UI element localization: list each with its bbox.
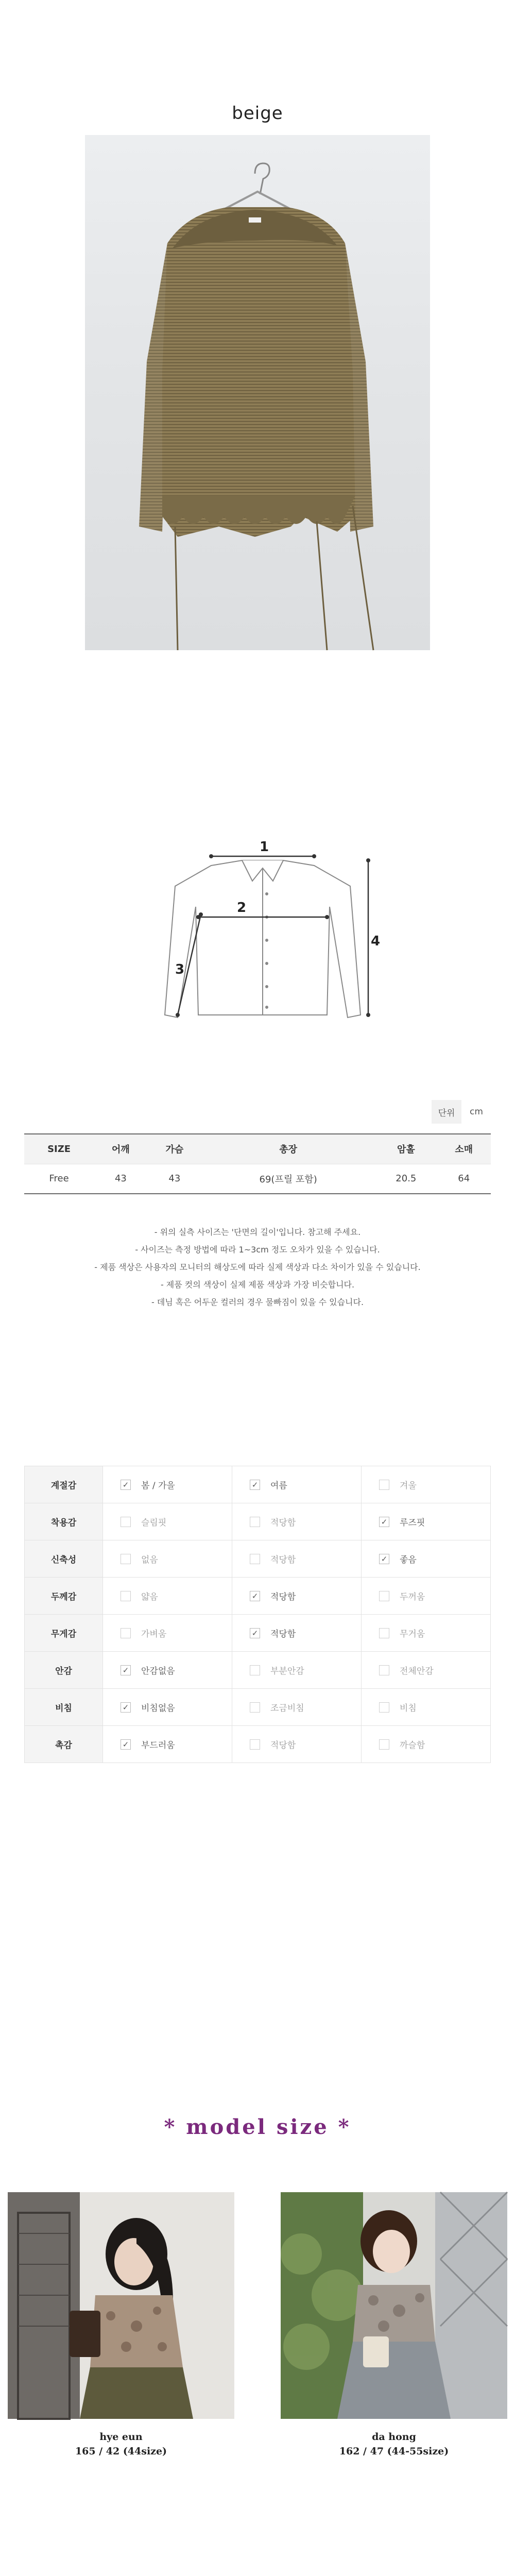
property-option[interactable] bbox=[232, 1503, 362, 1540]
property-label: 착용감 bbox=[25, 1503, 103, 1540]
property-label: 무게감 bbox=[25, 1615, 103, 1652]
empty-checkbox-icon[interactable] bbox=[121, 1554, 131, 1564]
size-notes bbox=[0, 1224, 515, 1311]
property-option-label: 비침 bbox=[400, 1703, 417, 1714]
model-photo-illustration bbox=[8, 2192, 234, 2419]
diagram-label-2: 2 bbox=[237, 900, 247, 916]
header-size: SIZE bbox=[47, 1143, 71, 1155]
cell-chest: 43 bbox=[168, 1173, 181, 1184]
property-row bbox=[25, 1578, 491, 1615]
property-option[interactable] bbox=[232, 1652, 362, 1689]
garment-illustration bbox=[85, 135, 430, 650]
property-option-label: 얇음 bbox=[141, 1592, 158, 1602]
property-option-label: 좋음 bbox=[400, 1555, 417, 1565]
property-option-label: 적당함 bbox=[270, 1555, 296, 1565]
checked-checkbox-icon[interactable]: ✓ bbox=[250, 1480, 260, 1490]
property-option-inner bbox=[379, 1552, 490, 1565]
fabric-properties-table bbox=[24, 1466, 491, 1763]
empty-checkbox-icon[interactable] bbox=[250, 1665, 260, 1675]
empty-checkbox-icon[interactable] bbox=[379, 1702, 389, 1713]
property-row bbox=[25, 1540, 491, 1578]
measurement-diagram bbox=[149, 839, 381, 1041]
model-name: da hong bbox=[372, 2431, 416, 2443]
table-row bbox=[24, 1164, 491, 1194]
model-size-title: * model size * bbox=[164, 2115, 351, 2139]
empty-checkbox-icon[interactable] bbox=[121, 1517, 131, 1527]
property-option-inner bbox=[121, 1701, 232, 1714]
model-card bbox=[281, 2192, 507, 2457]
property-option-label: 까슬함 bbox=[400, 1740, 425, 1751]
property-label: 비침 bbox=[25, 1689, 103, 1726]
checked-checkbox-icon[interactable]: ✓ bbox=[121, 1702, 131, 1713]
checked-checkbox-icon[interactable]: ✓ bbox=[121, 1480, 131, 1490]
property-option[interactable] bbox=[362, 1578, 491, 1615]
unit-toggle[interactable] bbox=[432, 1100, 491, 1124]
model-card bbox=[8, 2192, 234, 2457]
property-option-inner bbox=[250, 1701, 361, 1714]
note-line: - 제품 컷의 색상이 실제 제품 색상과 가장 비슷합니다. bbox=[160, 1280, 355, 1290]
checked-checkbox-icon[interactable]: ✓ bbox=[379, 1517, 389, 1527]
header-sleeve: 소매 bbox=[455, 1144, 473, 1156]
property-option[interactable] bbox=[362, 1540, 491, 1578]
model-photo-illustration bbox=[281, 2192, 507, 2419]
header-chest: 가슴 bbox=[165, 1144, 184, 1156]
property-option-inner bbox=[121, 1664, 232, 1676]
property-option-label: 적당함 bbox=[270, 1629, 296, 1639]
size-table bbox=[24, 1133, 491, 1194]
property-option-inner bbox=[379, 1738, 490, 1751]
cell-size: Free bbox=[49, 1173, 69, 1184]
property-option-inner bbox=[379, 1589, 490, 1602]
property-option-label: 조금비침 bbox=[270, 1703, 304, 1714]
header-shoulder: 어깨 bbox=[112, 1144, 130, 1156]
checked-checkbox-icon[interactable]: ✓ bbox=[121, 1739, 131, 1750]
property-option[interactable] bbox=[103, 1615, 232, 1652]
empty-checkbox-icon[interactable] bbox=[121, 1628, 131, 1638]
model-photo bbox=[8, 2192, 234, 2419]
property-option-label: 봄 / 가을 bbox=[141, 1481, 175, 1491]
header-length: 총장 bbox=[279, 1144, 298, 1156]
property-option[interactable] bbox=[362, 1503, 491, 1540]
empty-checkbox-icon[interactable] bbox=[250, 1554, 260, 1564]
property-label: 계절감 bbox=[25, 1466, 103, 1503]
property-option[interactable] bbox=[232, 1578, 362, 1615]
property-row bbox=[25, 1726, 491, 1763]
model-size: 165 / 42 (44size) bbox=[75, 2446, 167, 2457]
property-option-label: 겨울 bbox=[400, 1481, 417, 1491]
property-option-label: 없음 bbox=[141, 1555, 158, 1565]
property-option[interactable] bbox=[103, 1466, 232, 1503]
empty-checkbox-icon[interactable] bbox=[121, 1591, 131, 1601]
property-option-inner bbox=[379, 1701, 490, 1714]
checked-checkbox-icon[interactable]: ✓ bbox=[250, 1591, 260, 1601]
property-label: 신축성 bbox=[25, 1540, 103, 1578]
property-option-label: 적당함 bbox=[270, 1592, 296, 1602]
property-option[interactable] bbox=[362, 1726, 491, 1763]
property-option-inner bbox=[121, 1478, 232, 1491]
note-line: - 사이즈는 측정 방법에 따라 1~3cm 정도 오차가 있을 수 있습니다. bbox=[135, 1245, 380, 1255]
model-name: hye eun bbox=[99, 2431, 143, 2443]
property-option-label: 두꺼움 bbox=[400, 1592, 425, 1602]
property-option-label: 부드러움 bbox=[141, 1740, 175, 1751]
property-option[interactable] bbox=[362, 1466, 491, 1503]
property-option-inner bbox=[250, 1515, 361, 1528]
property-option-inner bbox=[121, 1515, 232, 1528]
property-row bbox=[25, 1503, 491, 1540]
property-option[interactable] bbox=[103, 1503, 232, 1540]
property-row bbox=[25, 1652, 491, 1689]
property-option-label: 루즈핏 bbox=[400, 1518, 425, 1528]
property-option-inner bbox=[250, 1738, 361, 1751]
property-option-label: 비침없음 bbox=[141, 1703, 175, 1714]
empty-checkbox-icon[interactable] bbox=[250, 1702, 260, 1713]
property-option[interactable] bbox=[232, 1466, 362, 1503]
property-row bbox=[25, 1466, 491, 1503]
property-option-label: 가벼움 bbox=[141, 1629, 167, 1639]
property-option[interactable] bbox=[232, 1689, 362, 1726]
property-option[interactable] bbox=[362, 1652, 491, 1689]
cell-armhole: 20.5 bbox=[396, 1173, 417, 1184]
property-option-label: 적당함 bbox=[270, 1740, 296, 1751]
property-option[interactable] bbox=[232, 1726, 362, 1763]
diagram-label-1: 1 bbox=[260, 839, 269, 855]
property-option[interactable] bbox=[103, 1578, 232, 1615]
note-line: - 데님 혹은 어두운 컬러의 경우 물빠짐이 있을 수 있습니다. bbox=[151, 1297, 364, 1307]
property-label: 두께감 bbox=[25, 1578, 103, 1615]
property-option-label: 여름 bbox=[270, 1481, 287, 1491]
property-option[interactable] bbox=[362, 1615, 491, 1652]
cell-sleeve: 64 bbox=[458, 1173, 470, 1184]
property-option-label: 안감없음 bbox=[141, 1666, 175, 1676]
model-photo bbox=[281, 2192, 507, 2419]
property-option[interactable] bbox=[103, 1689, 232, 1726]
property-option-label: 부분안감 bbox=[270, 1666, 304, 1676]
size-table-header bbox=[24, 1134, 491, 1164]
property-option-inner bbox=[379, 1478, 490, 1491]
property-option-inner bbox=[250, 1589, 361, 1602]
property-row bbox=[25, 1689, 491, 1726]
property-option-label: 무거움 bbox=[400, 1629, 425, 1639]
empty-checkbox-icon[interactable] bbox=[379, 1480, 389, 1490]
property-option[interactable] bbox=[232, 1615, 362, 1652]
property-option-inner bbox=[121, 1552, 232, 1565]
property-option-inner bbox=[379, 1664, 490, 1676]
diagram-label-3: 3 bbox=[175, 962, 185, 977]
unit-cm-button[interactable]: cm bbox=[470, 1107, 483, 1117]
unit-label-button[interactable]: 단위 bbox=[432, 1100, 461, 1124]
property-option-inner bbox=[121, 1738, 232, 1751]
property-label: 촉감 bbox=[25, 1726, 103, 1763]
cell-shoulder: 43 bbox=[114, 1173, 127, 1184]
property-option[interactable] bbox=[103, 1726, 232, 1763]
empty-checkbox-icon[interactable] bbox=[379, 1628, 389, 1638]
empty-checkbox-icon[interactable] bbox=[379, 1739, 389, 1750]
empty-checkbox-icon[interactable] bbox=[250, 1739, 260, 1750]
empty-checkbox-icon[interactable] bbox=[379, 1591, 389, 1601]
property-option-inner bbox=[379, 1626, 490, 1639]
property-option-label: 적당함 bbox=[270, 1518, 296, 1528]
property-option[interactable] bbox=[103, 1652, 232, 1689]
property-option-inner bbox=[121, 1589, 232, 1602]
checked-checkbox-icon[interactable]: ✓ bbox=[250, 1628, 260, 1638]
cell-length: 69(프릴 포함) bbox=[259, 1174, 317, 1185]
property-row bbox=[25, 1615, 491, 1652]
product-photo bbox=[85, 135, 430, 650]
property-option-label: 슬림핏 bbox=[141, 1518, 167, 1528]
property-label: 안감 bbox=[25, 1652, 103, 1689]
checked-checkbox-icon[interactable]: ✓ bbox=[379, 1554, 389, 1564]
color-name: beige bbox=[232, 103, 283, 124]
property-option[interactable] bbox=[103, 1540, 232, 1578]
header-armhole: 암홀 bbox=[397, 1144, 415, 1156]
property-option-inner bbox=[121, 1626, 232, 1639]
property-option-inner bbox=[379, 1515, 490, 1528]
property-option-inner bbox=[250, 1478, 361, 1491]
property-option-label: 전체안감 bbox=[400, 1666, 434, 1676]
empty-checkbox-icon[interactable] bbox=[379, 1665, 389, 1675]
checked-checkbox-icon[interactable]: ✓ bbox=[121, 1665, 131, 1675]
diagram-label-4: 4 bbox=[371, 934, 381, 949]
model-size: 162 / 47 (44-55size) bbox=[339, 2446, 449, 2457]
note-line: - 위의 실측 사이즈는 '단면의 길이'입니다. 참고해 주세요. bbox=[154, 1227, 361, 1237]
property-option-inner bbox=[250, 1626, 361, 1639]
empty-checkbox-icon[interactable] bbox=[250, 1517, 260, 1527]
property-option-inner bbox=[250, 1664, 361, 1676]
property-option-inner bbox=[250, 1552, 361, 1565]
property-option[interactable] bbox=[232, 1540, 362, 1578]
property-option[interactable] bbox=[362, 1689, 491, 1726]
note-line: - 제품 색상은 사용자의 모니터의 해상도에 따라 실제 색상과 다소 차이가 있을 수 있습니다. bbox=[94, 1262, 421, 1272]
